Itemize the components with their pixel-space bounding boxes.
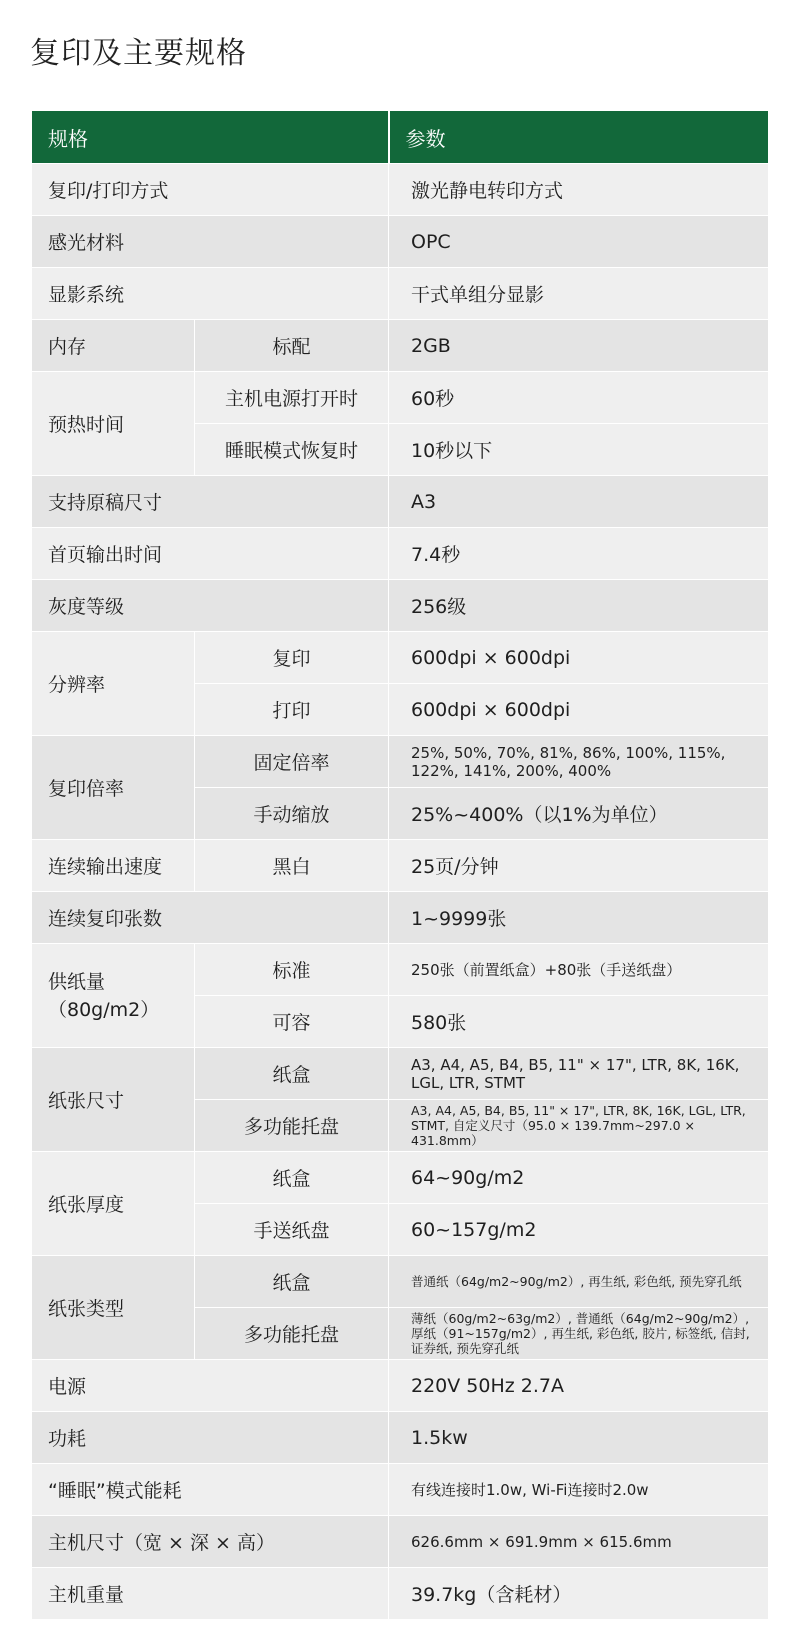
row-label: 分辨率 — [32, 632, 195, 736]
row-value: A3, A4, A5, B4, B5, 11" × 17", LTR, 8K, 16K, LGL, LTR, STMT, 自定义尺寸（95.0 × 139.7mm~297.0 × 431.8mm） — [389, 1100, 769, 1152]
table-row — [32, 1048, 769, 1100]
row-value: 10秒以下 — [389, 424, 769, 476]
table-row — [32, 892, 769, 944]
row-sublabel: 纸盒 — [195, 1048, 389, 1100]
row-sublabel: 黑白 — [195, 840, 389, 892]
table-row — [32, 944, 769, 996]
row-value: OPC — [389, 216, 769, 268]
row-value: 220V 50Hz 2.7A — [389, 1360, 769, 1412]
row-sublabel: 固定倍率 — [195, 736, 389, 788]
table-row — [32, 1464, 769, 1516]
row-value: 薄纸（60g/m2~63g/m2）, 普通纸（64g/m2~90g/m2）, 厚纸（91~157g/m2）, 再生纸, 彩色纸, 胶片, 标签纸, 信封, 证券纸, 预先穿孔纸 — [389, 1308, 769, 1360]
row-label: 电源 — [32, 1360, 389, 1412]
table-row — [32, 632, 769, 684]
row-label: 预热时间 — [32, 372, 195, 476]
row-sublabel: 纸盒 — [195, 1152, 389, 1204]
table-row — [32, 1360, 769, 1412]
row-sublabel: 手动缩放 — [195, 788, 389, 840]
row-value: 580张 — [389, 996, 769, 1048]
table-row — [32, 320, 769, 372]
row-value: 256级 — [389, 580, 769, 632]
row-label: 支持原稿尺寸 — [32, 476, 389, 528]
row-label: 复印倍率 — [32, 736, 195, 840]
table-row — [32, 528, 769, 580]
row-sublabel: 复印 — [195, 632, 389, 684]
row-label-line2: （80g/m2） — [48, 998, 160, 1021]
row-label: 连续复印张数 — [32, 892, 389, 944]
row-label-line1: 供纸量 — [48, 970, 106, 993]
row-label: 纸张厚度 — [32, 1152, 195, 1256]
row-value: A3 — [389, 476, 769, 528]
row-value: 250张（前置纸盒）+80张（手送纸盘） — [389, 944, 769, 996]
table-row — [32, 216, 769, 268]
row-sublabel: 手送纸盘 — [195, 1204, 389, 1256]
table-row — [32, 164, 769, 216]
row-value: 7.4秒 — [389, 528, 769, 580]
row-value: 60~157g/m2 — [389, 1204, 769, 1256]
row-label: 感光材料 — [32, 216, 389, 268]
table-row — [32, 1516, 769, 1568]
row-sublabel: 主机电源打开时 — [195, 372, 389, 424]
row-sublabel: 多功能托盘 — [195, 1308, 389, 1360]
row-value: 25%~400%（以1%为单位） — [389, 788, 769, 840]
row-value: 有线连接时1.0w, Wi-Fi连接时2.0w — [389, 1464, 769, 1516]
table-row — [32, 580, 769, 632]
row-label: “睡眠”模式能耗 — [32, 1464, 389, 1516]
table-row — [32, 1152, 769, 1204]
row-value: A3, A4, A5, B4, B5, 11" × 17", LTR, 8K, 16K, LGL, LTR, STMT — [389, 1048, 769, 1100]
row-value: 1~9999张 — [389, 892, 769, 944]
row-value: 干式单组分显影 — [389, 268, 769, 320]
row-sublabel: 睡眠模式恢复时 — [195, 424, 389, 476]
row-label: 主机重量 — [32, 1568, 389, 1620]
table-row — [32, 736, 769, 788]
table-header-row — [32, 111, 769, 164]
row-value: 25%, 50%, 70%, 81%, 86%, 100%, 115%, 122%, 141%, 200%, 400% — [389, 736, 769, 788]
row-sublabel: 打印 — [195, 684, 389, 736]
row-sublabel: 可容 — [195, 996, 389, 1048]
row-label: 灰度等级 — [32, 580, 389, 632]
row-value: 1.5kw — [389, 1412, 769, 1464]
row-value: 激光静电转印方式 — [389, 164, 769, 216]
table-row — [32, 1568, 769, 1620]
row-label: 纸张类型 — [32, 1256, 195, 1360]
row-value: 626.6mm × 691.9mm × 615.6mm — [389, 1516, 769, 1568]
header-param: 参数 — [389, 111, 769, 164]
row-value: 600dpi × 600dpi — [389, 684, 769, 736]
row-sublabel: 标准 — [195, 944, 389, 996]
table-row — [32, 840, 769, 892]
row-value: 2GB — [389, 320, 769, 372]
row-label — [32, 944, 195, 1048]
row-label: 内存 — [32, 320, 195, 372]
row-value: 60秒 — [389, 372, 769, 424]
table-row — [32, 476, 769, 528]
header-spec: 规格 — [32, 111, 389, 164]
row-value: 600dpi × 600dpi — [389, 632, 769, 684]
row-label: 功耗 — [32, 1412, 389, 1464]
table-row — [32, 372, 769, 424]
table-row — [32, 1256, 769, 1308]
row-label: 首页输出时间 — [32, 528, 389, 580]
row-label: 主机尺寸（宽 × 深 × 高） — [32, 1516, 389, 1568]
row-label: 显影系统 — [32, 268, 389, 320]
page-title: 复印及主要规格 — [30, 36, 247, 71]
spec-table — [31, 110, 769, 1620]
row-label: 纸张尺寸 — [32, 1048, 195, 1152]
row-label: 连续输出速度 — [32, 840, 195, 892]
row-value: 64~90g/m2 — [389, 1152, 769, 1204]
row-label: 复印/打印方式 — [32, 164, 389, 216]
row-sublabel: 多功能托盘 — [195, 1100, 389, 1152]
row-value: 39.7kg（含耗材） — [389, 1568, 769, 1620]
table-row — [32, 268, 769, 320]
table-row — [32, 1412, 769, 1464]
row-value: 普通纸（64g/m2~90g/m2）, 再生纸, 彩色纸, 预先穿孔纸 — [389, 1256, 769, 1308]
row-sublabel: 标配 — [195, 320, 389, 372]
row-sublabel: 纸盒 — [195, 1256, 389, 1308]
row-value: 25页/分钟 — [389, 840, 769, 892]
